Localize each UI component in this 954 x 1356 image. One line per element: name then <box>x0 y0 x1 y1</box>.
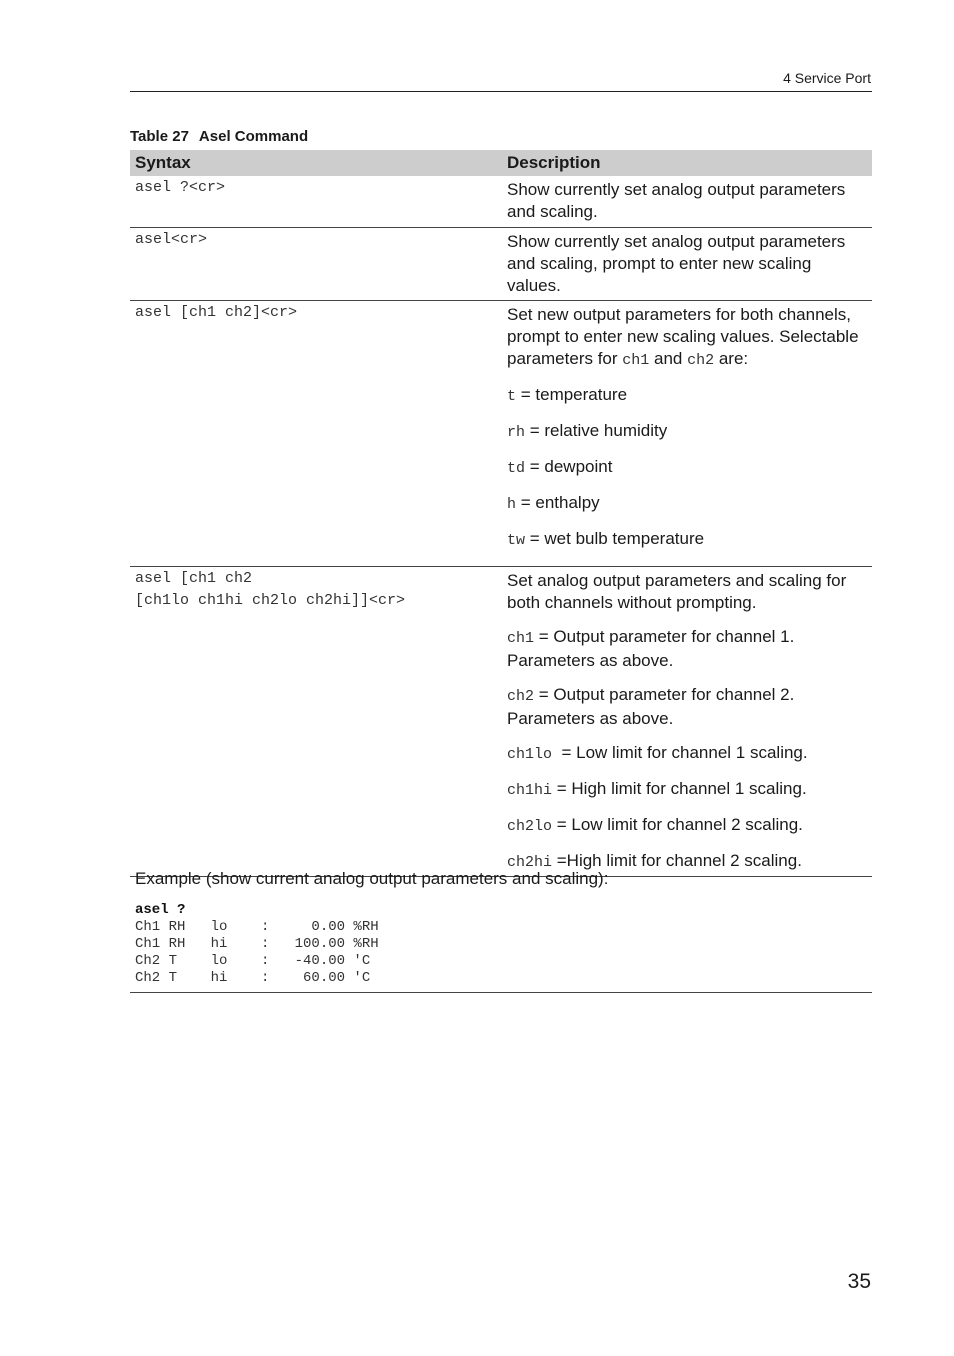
param-code: ch1 <box>507 629 535 647</box>
syntax-cell: asel ?<cr> <box>130 176 502 227</box>
parameter-definition: rh = relative humidity <box>507 420 668 441</box>
param-code: ch1hi <box>507 781 553 799</box>
example-block <box>130 866 872 993</box>
description-cell <box>502 176 872 227</box>
header-rule <box>130 91 872 92</box>
param-code: ch2lo <box>507 817 553 835</box>
example-output-line: Ch1 RH hi : 100.00 %RH <box>135 936 379 952</box>
param-code: ch2hi <box>507 853 553 871</box>
syntax-cell: asel [ch1 ch2]<cr> <box>130 300 502 566</box>
description-text: Show currently set analog output parameters and scaling. <box>507 180 846 221</box>
table-row <box>130 300 872 566</box>
description-column-header: Description <box>502 150 872 176</box>
example-command: asel ? <box>135 902 186 918</box>
table-caption <box>130 128 308 145</box>
table-header-row <box>130 150 872 176</box>
example-output <box>135 902 379 987</box>
table-row <box>130 566 872 876</box>
param-code: h <box>507 495 517 513</box>
parameter-definition: h = enthalpy <box>507 492 600 513</box>
parameter-definition: t = temperature <box>507 384 628 405</box>
param-code: ch2 <box>507 687 535 705</box>
param-code: ch2 <box>687 351 715 369</box>
parameter-definition: ch1hi = High limit for channel 1 scaling. <box>507 778 807 799</box>
table-row <box>130 227 872 300</box>
parameter-definition: ch2 = Output parameter for channel 2. Parameters as above. <box>507 684 795 728</box>
description-text: Set new output parameters for both channels, prompt to enter new scaling values. Selectable parameters for ch1 and ch2 are: <box>507 304 859 369</box>
syntax-cell: asel<cr> <box>130 227 502 300</box>
param-code: t <box>507 387 517 405</box>
page-number: 35 <box>847 1270 871 1293</box>
parameter-definition: ch2hi =High limit for channel 2 scaling. <box>507 850 802 871</box>
param-code: rh <box>507 423 526 441</box>
example-intro: Example (show current analog output parameters and scaling): <box>135 869 609 888</box>
asel-command-table <box>130 150 872 877</box>
param-code: tw <box>507 531 526 549</box>
table-row <box>130 176 872 227</box>
example-output-line: Ch1 RH lo : 0.00 %RH <box>135 919 379 935</box>
parameter-definition: ch2lo = Low limit for channel 2 scaling. <box>507 814 803 835</box>
description-cell <box>502 566 872 876</box>
description-text: Show currently set analog output parameters and scaling, prompt to enter new scaling values. <box>507 231 846 295</box>
syntax-cell: asel [ch1 ch2 [ch1lo ch1hi ch2lo ch2hi]]<cr> <box>130 566 502 876</box>
parameter-definition: tw = wet bulb temperature <box>507 528 705 549</box>
param-code: ch1lo <box>507 745 553 763</box>
parameter-definition: td = dewpoint <box>507 456 613 477</box>
table-caption-title: Asel Command <box>198 128 309 145</box>
syntax-column-header: Syntax <box>130 150 502 176</box>
example-output-line: Ch2 T hi : 60.00 'C <box>135 970 371 986</box>
parameter-definition: ch1 = Output parameter for channel 1. Parameters as above. <box>507 626 795 670</box>
param-code: td <box>507 459 526 477</box>
description-cell <box>502 227 872 300</box>
param-code: ch1 <box>622 351 650 369</box>
table-caption-number: Table 27 <box>130 128 189 145</box>
description-text: Set analog output parameters and scaling for both channels without prompting. <box>507 570 847 612</box>
parameter-definition: ch1lo = Low limit for channel 1 scaling. <box>507 742 808 763</box>
description-cell <box>502 300 872 566</box>
example-output-line: Ch2 T lo : -40.00 'C <box>135 953 371 969</box>
running-header: 4 Service Port <box>783 70 871 86</box>
